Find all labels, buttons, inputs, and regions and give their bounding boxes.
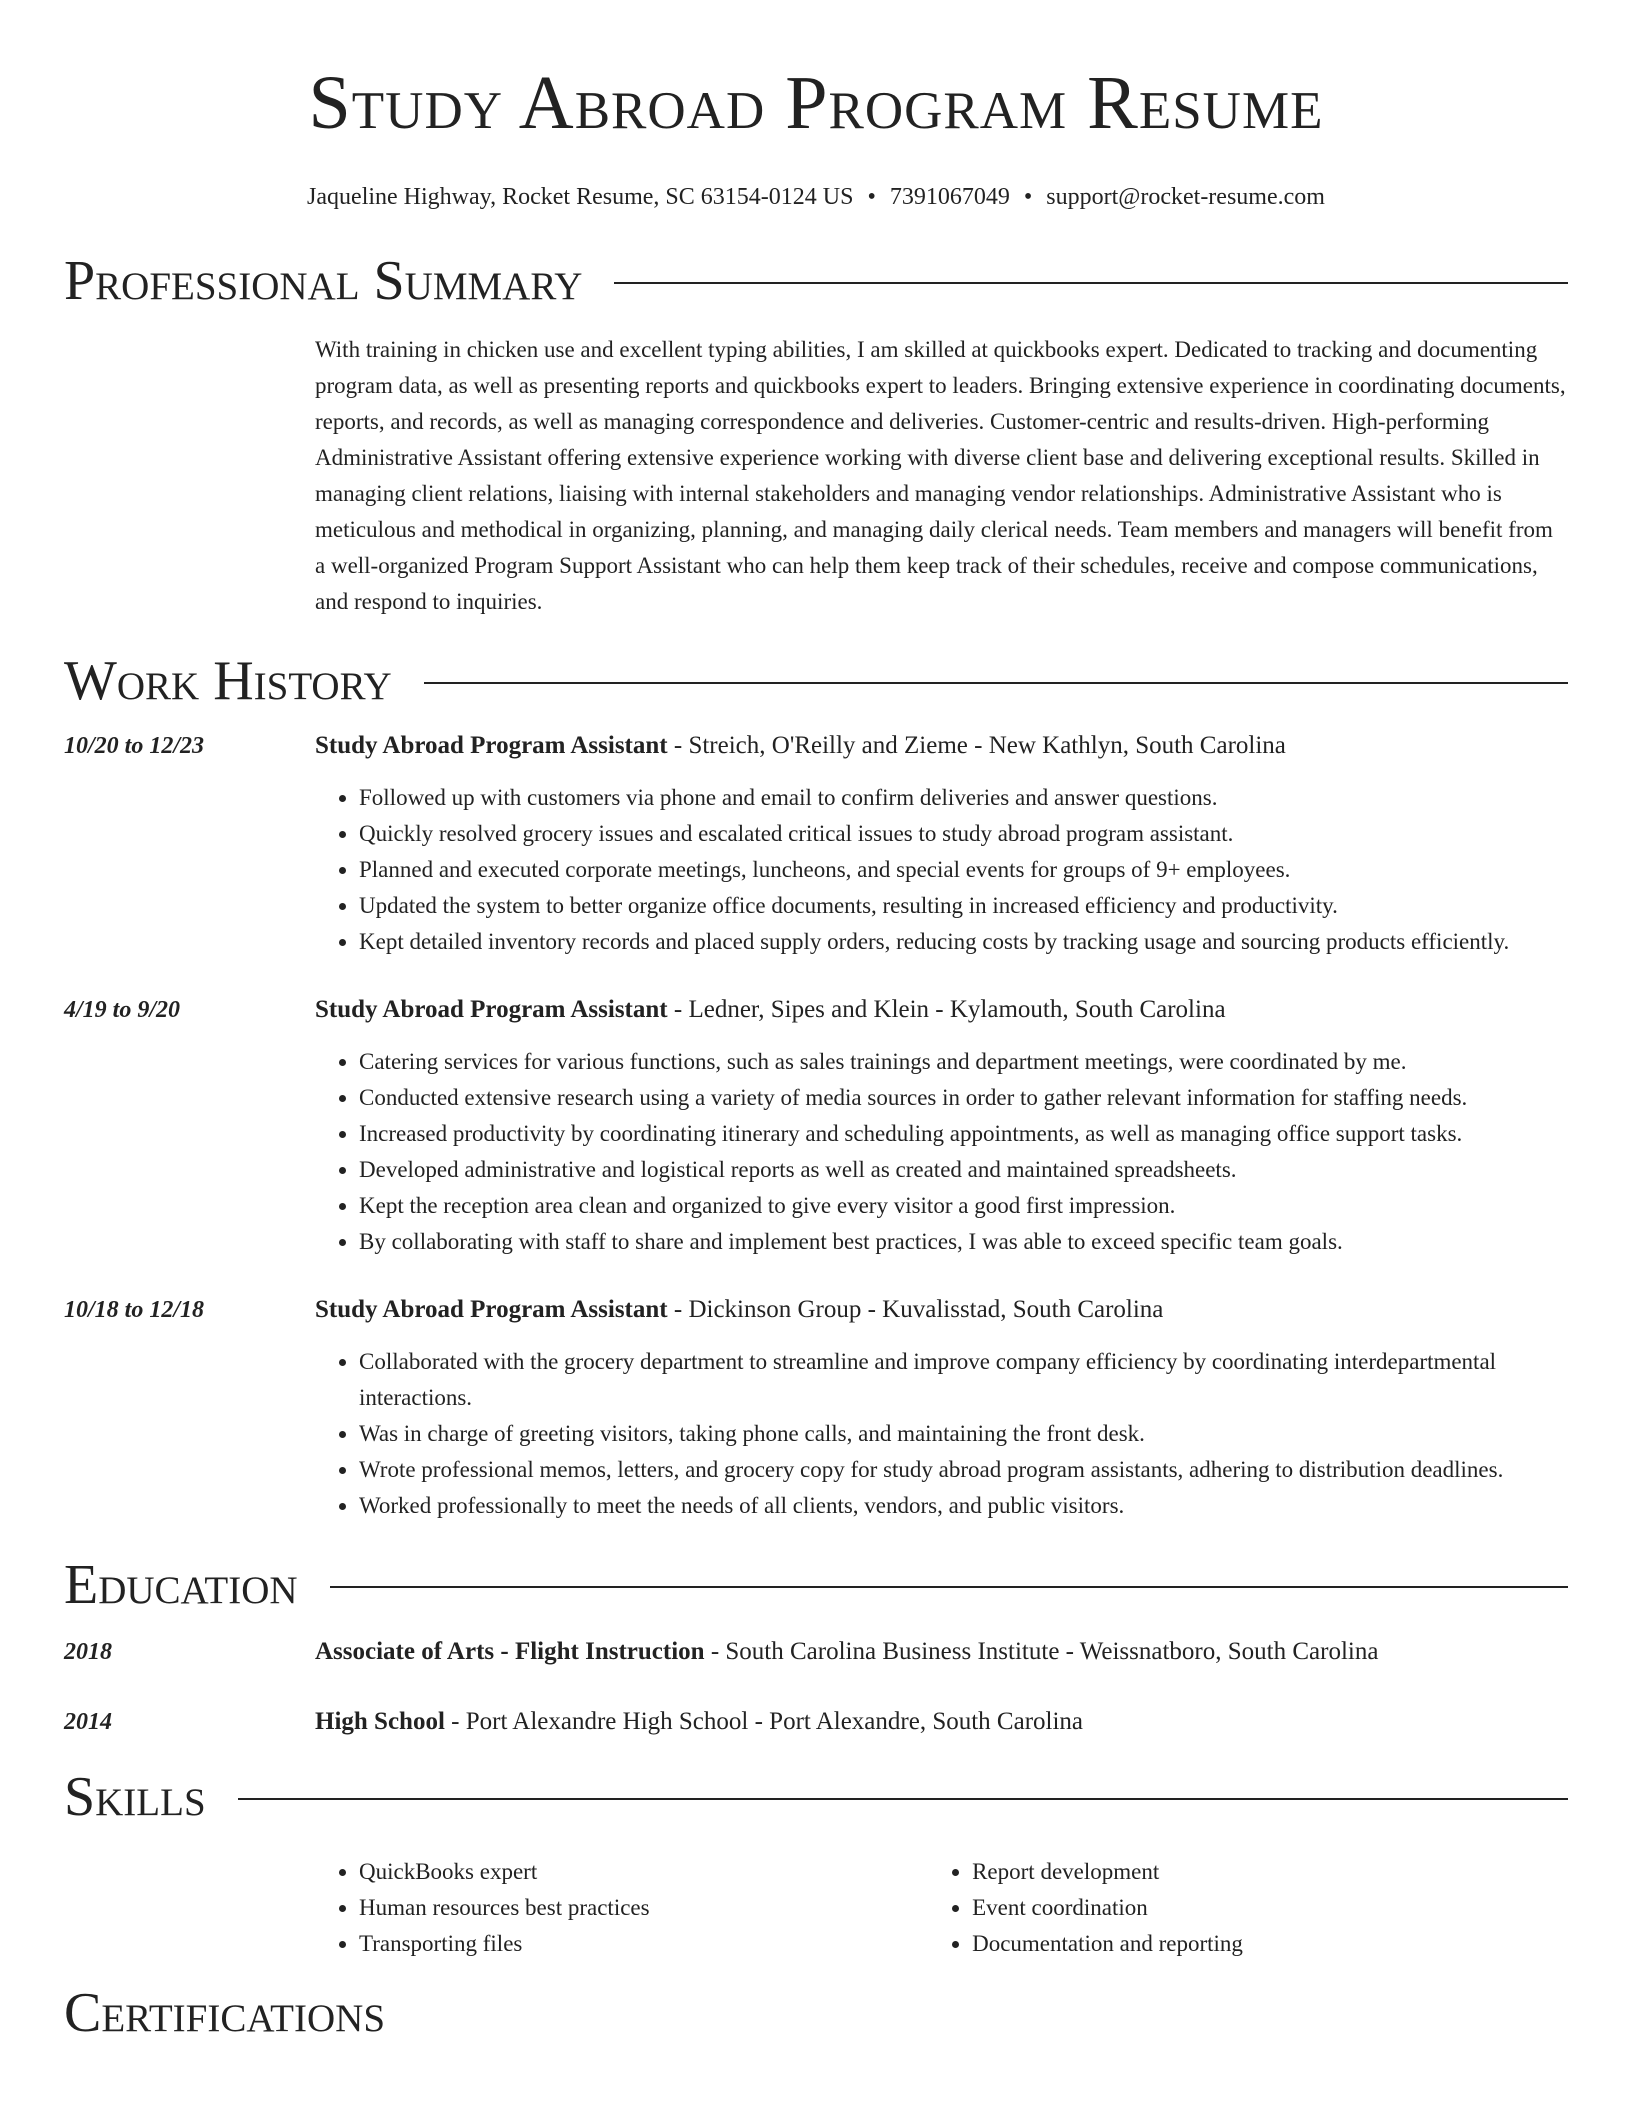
- job-bullet: • Updated the system to better organize office documents, resulting in increased efficiency and productivity.: [359, 888, 1568, 924]
- contact-separator: •: [867, 184, 876, 210]
- job-title: Study Abroad Program Assistant: [315, 996, 668, 1023]
- education-degree: High School: [315, 1708, 445, 1735]
- job-entry: [64, 730, 1568, 960]
- education-entry: [64, 1636, 1568, 1668]
- job-details: [315, 1294, 1568, 1524]
- job-employer-location: - Dickinson Group - Kuvalisstad, South Carolina: [667, 1296, 1164, 1323]
- job-employer-location: - Streich, O'Reilly and Zieme - New Kathlyn, South Carolina: [667, 732, 1286, 759]
- job-bullet: • Was in charge of greeting visitors, taking phone calls, and maintaining the front desk.: [359, 1416, 1568, 1452]
- job-bullet: • Catering services for various functions, such as sales trainings and department meetings, were coordinated by me.: [359, 1044, 1568, 1080]
- education-details: [315, 1706, 1568, 1738]
- education-school-location: - Port Alexandre High School - Port Alexandre, South Carolina: [444, 1708, 1084, 1735]
- contact-email[interactable]: support@rocket-resume.com: [1046, 184, 1325, 210]
- job-title: Study Abroad Program Assistant: [315, 1296, 668, 1323]
- job-bullet: • Conducted extensive research using a variety of media sources in order to gather relevant information for staffing needs.: [359, 1080, 1568, 1116]
- job-bullet: • Collaborated with the grocery department to streamline and improve company efficiency by coordinating interdepartmental interactions.: [359, 1344, 1568, 1416]
- skill-item: • Transporting files: [359, 1926, 928, 1962]
- job-title-line: [315, 1294, 1568, 1326]
- section-divider: [614, 282, 1568, 284]
- job-bullet: • Kept detailed inventory records and placed supply orders, reducing costs by tracking usage and sourcing products efficiently.: [359, 924, 1568, 960]
- job-bullets: [315, 780, 1568, 960]
- education-school-location: - South Carolina Business Institute - Weissnatboro, South Carolina: [704, 1638, 1379, 1665]
- job-date: 4/19 to 9/20: [64, 997, 181, 1023]
- job-employer-location: - Ledner, Sipes and Klein - Kylamouth, South Carolina: [667, 996, 1226, 1023]
- section-heading-summary: Professional Summary: [64, 250, 583, 312]
- section-heading-education: Education: [64, 1554, 298, 1616]
- education-title-line: [315, 1706, 1568, 1738]
- contact-phone: 7391067049: [889, 184, 1010, 210]
- section-divider: [238, 1798, 1568, 1800]
- contact-line: [64, 182, 1568, 212]
- section-professional-summary: [64, 248, 1568, 314]
- job-entry: [64, 994, 1568, 1260]
- section-divider: [330, 1586, 1568, 1588]
- contact-address: Jaqueline Highway, Rocket Resume, SC 63154-0124 US: [307, 184, 854, 210]
- job-bullet: • Planned and executed corporate meetings, luncheons, and special events for groups of 9+ employees.: [359, 852, 1568, 888]
- job-details: [315, 730, 1568, 960]
- section-skills: [64, 1764, 1568, 1830]
- education-entry: [64, 1706, 1568, 1738]
- education-date: 2018: [64, 1639, 112, 1665]
- job-date: 10/20 to 12/23: [64, 733, 205, 759]
- job-bullets: [315, 1044, 1568, 1260]
- section-heading-skills: Skills: [64, 1766, 206, 1828]
- job-bullet: • Quickly resolved grocery issues and escalated critical issues to study abroad program assistant.: [359, 816, 1568, 852]
- job-details: [315, 994, 1568, 1260]
- resume-page: [64, 0, 1568, 2046]
- job-title-line: [315, 730, 1568, 762]
- section-heading-certifications: Certifications: [64, 1982, 386, 2044]
- job-bullets: [315, 1344, 1568, 1524]
- skills-column-right: [928, 1854, 1568, 1962]
- contact-separator: •: [1023, 184, 1033, 210]
- resume-title: Study Abroad Program Resume: [308, 61, 1324, 145]
- skills-column-left: [315, 1854, 928, 1962]
- job-bullet: • Increased productivity by coordinating itinerary and scheduling appointments, as well as managing office support tasks.: [359, 1116, 1568, 1152]
- section-education: [64, 1552, 1568, 1618]
- job-bullet: • Kept the reception area clean and organized to give every visitor a good first impression.: [359, 1188, 1568, 1224]
- job-title: Study Abroad Program Assistant: [315, 732, 668, 759]
- education-degree: Associate of Arts - Flight Instruction: [315, 1638, 705, 1665]
- skill-item: • Report development: [972, 1854, 1568, 1890]
- section-certifications: [64, 1980, 1568, 2046]
- education-title-line: [315, 1636, 1568, 1668]
- job-bullet: • By collaborating with staff to share and implement best practices, I was able to exceed specific team goals.: [359, 1224, 1568, 1260]
- education-details: [315, 1636, 1568, 1668]
- skill-item: • Event coordination: [972, 1890, 1568, 1926]
- skills-grid: [315, 1854, 1568, 1962]
- job-entry: [64, 1294, 1568, 1524]
- job-bullet: • Developed administrative and logistical reports as well as created and maintained spreadsheets.: [359, 1152, 1568, 1188]
- skill-item: • Documentation and reporting: [972, 1926, 1568, 1962]
- job-bullet: • Worked professionally to meet the needs of all clients, vendors, and public visitors.: [359, 1488, 1568, 1524]
- skill-item: • QuickBooks expert: [359, 1854, 928, 1890]
- job-bullet: • Wrote professional memos, letters, and grocery copy for study abroad program assistants, adhering to distribution deadlines.: [359, 1452, 1568, 1488]
- section-divider: [424, 682, 1568, 684]
- section-work-history: [64, 648, 1568, 714]
- job-title-line: [315, 994, 1568, 1026]
- skill-item: • Human resources best practices: [359, 1890, 928, 1926]
- section-heading-work: Work History: [64, 650, 392, 712]
- education-date: 2014: [64, 1709, 112, 1735]
- job-bullet: • Followed up with customers via phone and email to confirm deliveries and answer questions.: [359, 780, 1568, 816]
- summary-text: With training in chicken use and excellent typing abilities, I am skilled at quickbooks expert. Dedicated to tracking and documenting program data, as well as presenting reports and quickbooks expert to leaders. Bringing extensive experience in coordinating documents, reports, and records, as well as managing correspondence and deliveries. Customer-centric and results-driven. High-performing Administrative Assistant offering extensive experience working with diverse client base and delivering exceptional results. Skilled in managing client relations, liaising with internal stakeholders and managing vendor relationships. Administrative Assistant who is meticulous and methodical in organizing, planning, and managing daily clerical needs. Team members and managers will benefit from a well-organized Program Support Assistant who can help them keep track of their schedules, receive and compose communications, and respond to inquiries.: [315, 337, 1566, 614]
- job-date: 10/18 to 12/18: [64, 1297, 205, 1323]
